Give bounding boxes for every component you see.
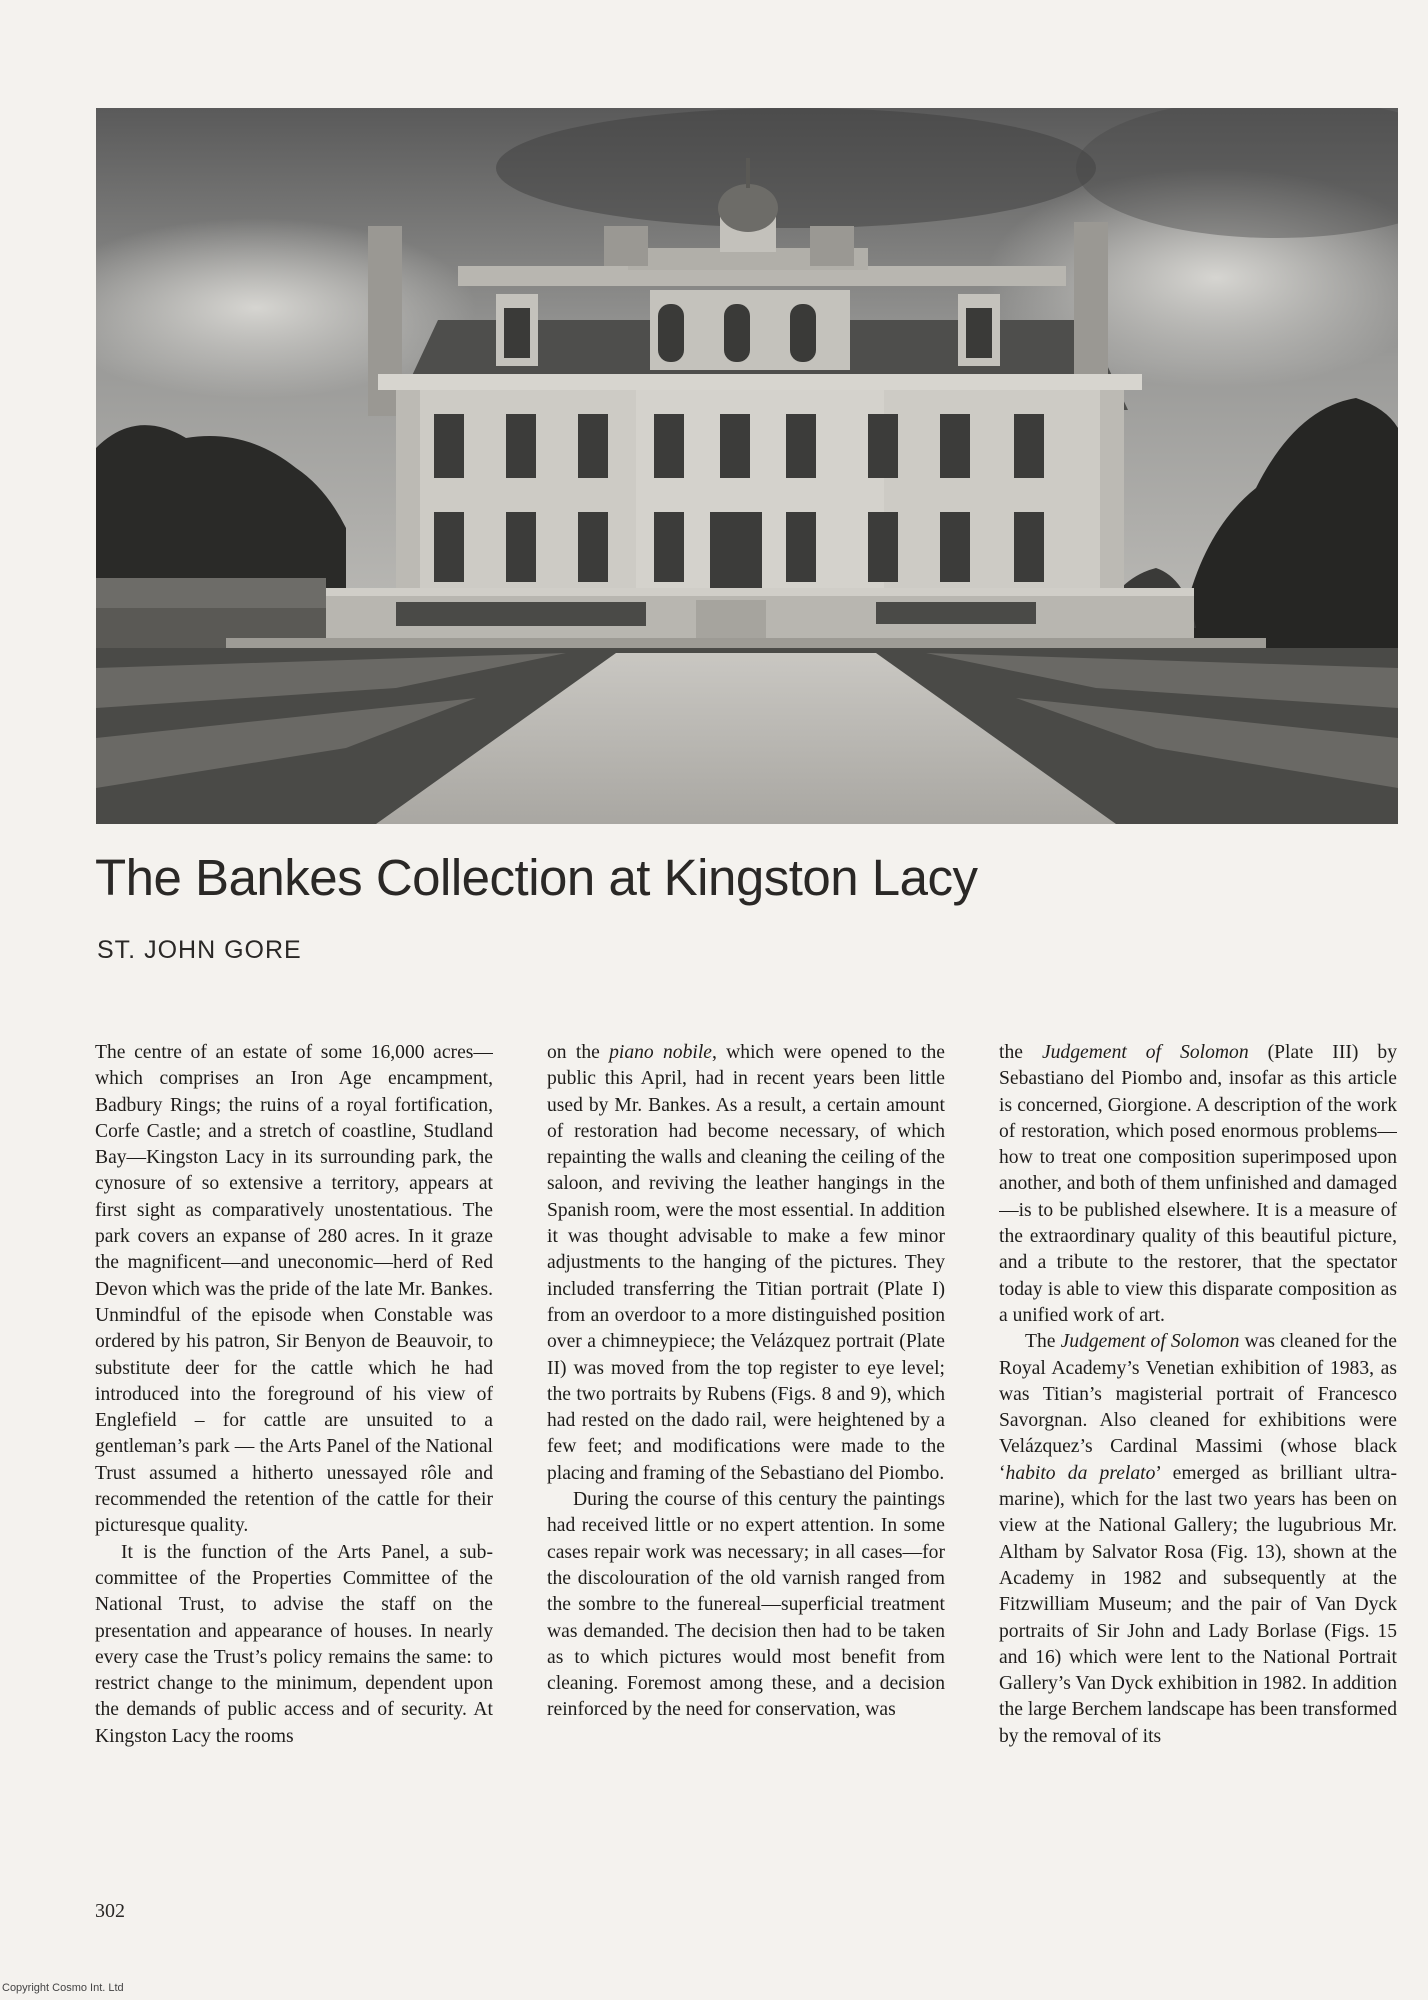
paragraph: the Judgement of Solomon (Plate III) by Sebastiano del Piombo and, insofar as this article is concerned, Giorgione. A description of the work of restoration, which posed enormous problems—how to treat one composition superimposed upon another, and both of them unfinished and damaged—is to be published elsewhere. It is a measure of the extraordinary quality of this beautiful picture, and a tribute to the restorer, that the spectator today is able to view this disparate composition as a unified work of art. bbox=[999, 1042, 1397, 1326]
text-column-2 bbox=[547, 1040, 945, 1892]
article-title: The Bankes Collection at Kingston Lacy bbox=[95, 849, 978, 906]
paragraph: During the course of this century the paintings had received little or no expert attention. In some cases repair work was necessary; in all cases—for the discolouration of the old varnish ranged from the sombre to the funereal—superficial treatment was demanded. The decision then had to be taken as to which pictures would most benefit from cleaning. Foremost among these, and a decision reinforced by the need for conservation, was bbox=[547, 1489, 945, 1721]
paragraph: on the piano nobile, which were opened to the public this April, had in recent years been little used by Mr. Bankes. As a result, a certain amount of restoration had become necessary, of which repainting the walls and cleaning the ceiling of the saloon, and reviving the leather hangings in the Spanish room, were the most essential. In addition it was thought advisable to make a few minor adjustments to the hanging of the pictures. They included transferring the Titian portrait (Plate I) from an overdoor to a more distinguished position over a chimneypiece; the Velázquez portrait (Plate II) was moved from the top register to eye level; the two portraits by Rubens (Figs. 8 and 9), which had rested on the dado rail, were heightened by a few feet; and modifications were made to the placing and framing of the Sebastiano del Piombo. bbox=[547, 1042, 945, 1484]
text-column-1 bbox=[95, 1040, 493, 1892]
text-column-3 bbox=[999, 1040, 1397, 1892]
paragraph: The centre of an estate of some 16,000 acres—which comprises an Iron Age encampment, Badbury Rings; the ruins of a royal fortification, Corfe Castle; and a stretch of coastline, Studland Bay—Kingston Lacy in its surrounding park, the cynosure of so extensive a territory, appears at first sight as comparatively unostentatious. The park covers an expanse of 280 acres. In it graze the magnificent—and uneconomic—herd of Red Devon which was the pride of the late Mr. Bankes. Unmindful of the episode when Constable was ordered by his patron, Sir Benyon de Beauvoir, to substitute deer for the cattle which he had introduced into the foreground of his view of Englefield – for cattle are unsuited to a gentleman’s park — the Arts Panel of the National Trust assumed a hitherto unessayed rôle and recommended the retention of the cattle for their picturesque quality. bbox=[95, 1042, 493, 1537]
article-body bbox=[95, 1040, 1397, 1892]
house-photograph bbox=[96, 108, 1398, 824]
copyright-notice: Copyright Cosmo Int. Ltd bbox=[2, 1982, 124, 1994]
paragraph: It is the function of the Arts Panel, a sub-committee of the Properties Committee of the National Trust, to advise the staff on the presentation and appearance of houses. In nearly every case the Trust’s policy remains the same: to restrict change to the minimum, dependent upon the demands of public access and of security. At Kingston Lacy the rooms bbox=[95, 1541, 493, 1747]
paragraph: The Judgement of Solomon was cleaned for the Royal Academy’s Venetian exhibition of 1983, as was Titian’s magisterial portrait of Francesco Savorgnan. Also cleaned for exhibitions were Velázquez’s Cardinal Massimi (whose black ‘habito da prelato’ emerged as brilliant ultra-marine), which for the last two years has been on view at the National Gallery; the lugubrious Mr. Altham by Salvator Rosa (Fig. 13), shown at the Academy in 1982 and subsequently at the Fitzwilliam Museum; and the pair of Van Dyck portraits of Sir John and Lady Borlase (Figs. 15 and 16) which were lent to the National Portrait Gallery’s Van Dyck exhibition in 1982. In addition the large Berchem landscape has been transformed by the removal of its bbox=[999, 1331, 1397, 1747]
author-byline: ST. JOHN GORE bbox=[97, 936, 302, 964]
page-number: 302 bbox=[95, 1900, 125, 1922]
